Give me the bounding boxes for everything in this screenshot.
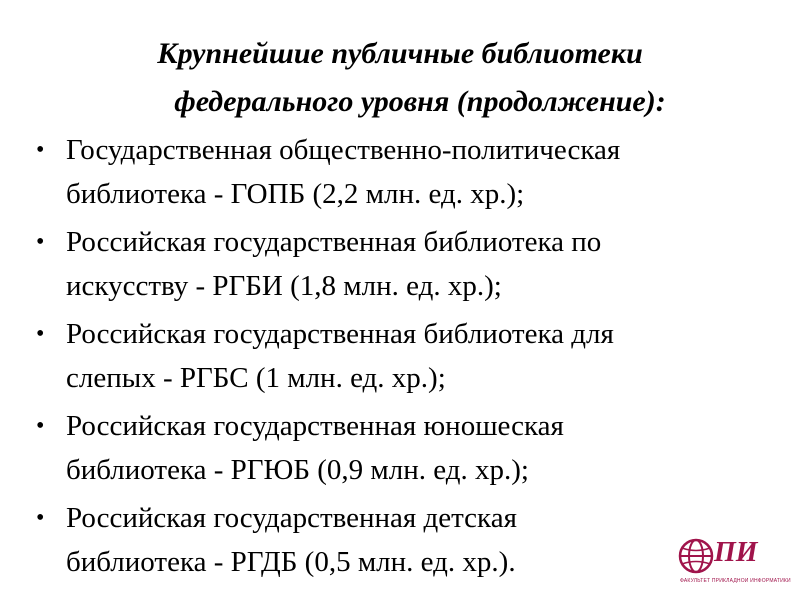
list-item-line-1: Российская государственная библиотека по [66, 226, 602, 258]
library-list [36, 128, 776, 588]
list-item-line-1: Российская государственная детская [66, 502, 517, 534]
slide-title-line-1: Крупнейшие публичные библиотеки [157, 37, 643, 70]
list-item [36, 404, 776, 492]
list-item-line-2: слепых - РГБС (1 млн. ед. хр.); [66, 362, 446, 394]
globe-icon [676, 536, 716, 576]
bullet-icon: • [36, 137, 45, 163]
bullet-icon: • [36, 505, 45, 531]
list-item-line-2: библиотека - РГДБ (0,5 млн. ед. хр.). [66, 546, 516, 578]
list-item-line-2: искусству - РГБИ (1,8 млн. ед. хр.); [66, 270, 502, 302]
bullet-icon: • [36, 229, 45, 255]
list-item [36, 496, 776, 584]
list-item-line-1: Российская государственная библиотека для [66, 318, 614, 350]
list-item [36, 312, 776, 400]
slide-title-line-2: федерального уровня (продолжение): [174, 85, 666, 118]
logo-caption: ФАКУЛЬТЕТ ПРИКЛАДНОЙ ИНФОРМАТИКИ [680, 578, 791, 584]
faculty-logo [676, 534, 794, 594]
list-item [36, 220, 776, 308]
list-item-line-1: Российская государственная юношеская [66, 410, 564, 442]
logo-text: ПИ [714, 537, 758, 568]
bullet-icon: • [36, 321, 45, 347]
slide-title [60, 30, 760, 126]
list-item-line-2: библиотека - РГЮБ (0,9 млн. ед. хр.); [66, 454, 529, 486]
list-item-line-2: библиотека - ГОПБ (2,2 млн. ед. хр.); [66, 178, 525, 210]
list-item-line-1: Государственная общественно-политическая [66, 134, 621, 166]
list-item [36, 128, 776, 216]
bullet-icon: • [36, 413, 45, 439]
